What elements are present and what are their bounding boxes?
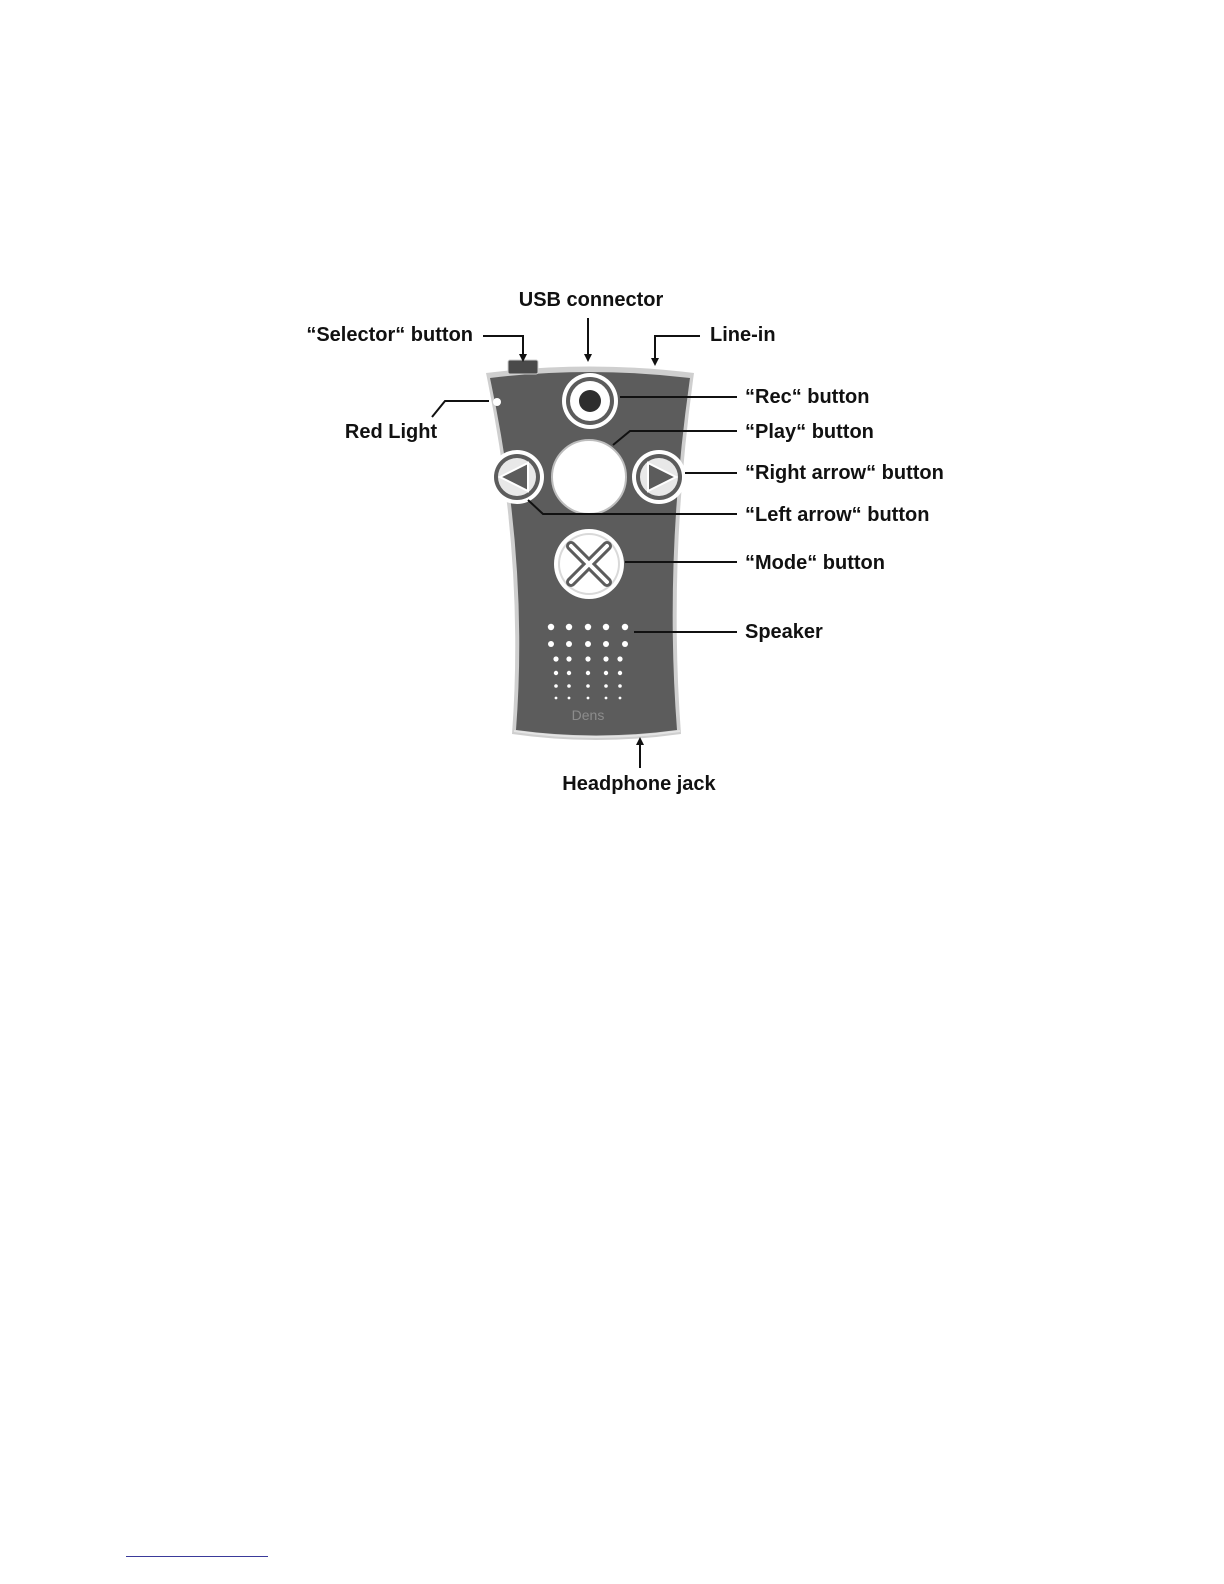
speaker-hole — [604, 671, 608, 675]
speaker-hole — [586, 684, 590, 688]
speaker-hole — [603, 624, 609, 630]
speaker-hole — [567, 671, 571, 675]
selector-button-pointer — [483, 336, 523, 358]
red-light-label: Red Light — [344, 421, 438, 443]
speaker-hole — [553, 656, 558, 661]
footnote-separator — [126, 1556, 268, 1557]
selector-button-nub[interactable] — [508, 360, 538, 374]
speaker-hole — [585, 656, 590, 661]
speaker-hole — [548, 641, 554, 647]
speaker-hole — [604, 684, 608, 688]
red-light-pointer — [432, 401, 489, 417]
left-arrow-button[interactable] — [490, 450, 544, 504]
speaker-hole — [618, 684, 622, 688]
record-icon — [579, 390, 601, 412]
usb-connector-label: USB connector — [518, 289, 664, 311]
speaker-hole — [605, 697, 608, 700]
play-button-label: “Play“ button — [745, 421, 874, 443]
line-in-pointer — [655, 336, 700, 362]
speaker-hole — [566, 641, 572, 647]
headphone-jack-label: Headphone jack — [562, 773, 716, 795]
speaker-hole — [585, 641, 591, 647]
left-arrow-button-label: “Left arrow“ button — [745, 504, 930, 526]
speaker-label: Speaker — [745, 621, 823, 643]
speaker-hole — [554, 684, 558, 688]
device-brand: Dens — [571, 707, 605, 723]
speaker-hole — [586, 671, 590, 675]
speaker-hole — [622, 641, 628, 647]
speaker-hole — [548, 624, 554, 630]
speaker-hole — [603, 656, 608, 661]
speaker-hole — [587, 697, 590, 700]
selector-button-label: “Selector“ button — [306, 324, 473, 346]
speaker-hole — [618, 671, 622, 675]
speaker-hole — [566, 656, 571, 661]
red-light-led — [493, 398, 501, 406]
speaker-hole — [617, 656, 622, 661]
right-arrow-button[interactable] — [632, 450, 686, 504]
right-arrow-button-label: “Right arrow“ button — [745, 462, 944, 484]
speaker-hole — [603, 641, 609, 647]
speaker-hole — [567, 684, 571, 688]
play-button[interactable] — [552, 440, 626, 514]
speaker-hole — [619, 697, 622, 700]
speaker-hole — [568, 697, 571, 700]
speaker-hole — [622, 624, 628, 630]
speaker-hole — [554, 671, 558, 675]
speaker-hole — [566, 624, 572, 630]
speaker-hole — [555, 697, 558, 700]
rec-button[interactable] — [562, 373, 618, 429]
line-in-label: Line-in — [710, 324, 776, 346]
speaker-hole — [585, 624, 591, 630]
mode-button-label: “Mode“ button — [745, 552, 885, 574]
mode-button[interactable] — [554, 529, 624, 599]
rec-button-label: “Rec“ button — [745, 386, 870, 408]
